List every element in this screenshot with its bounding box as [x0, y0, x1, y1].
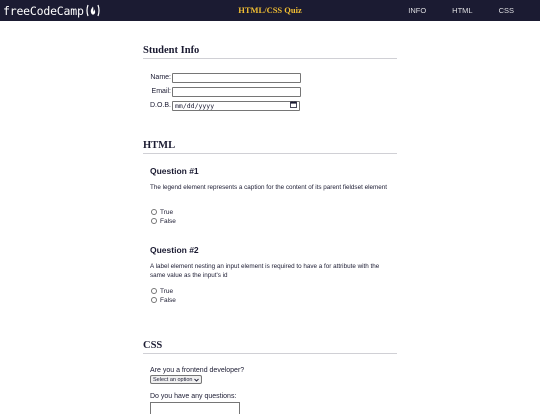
frontend-label: Are you a frontend developer? [150, 367, 245, 374]
questions-label: Do you have any questions: [150, 393, 237, 400]
nav-links [400, 0, 522, 21]
html-section [143, 140, 397, 304]
nav-link-html[interactable]: HTML [452, 6, 473, 15]
calendar-icon[interactable] [290, 101, 297, 110]
navbar [0, 0, 540, 21]
question-2-title: Question #2 [150, 245, 199, 255]
question-1-option-false[interactable] [151, 217, 176, 225]
chevron-down-icon [194, 378, 199, 382]
dob-label: D.O.B. [149, 102, 171, 109]
fcc-logo[interactable] [3, 1, 101, 20]
dob-input[interactable] [172, 101, 300, 111]
option-label: False [160, 296, 176, 304]
email-row [143, 86, 301, 97]
css-section [143, 340, 397, 400]
flame-icon [85, 4, 101, 17]
questions-textarea[interactable] [150, 402, 240, 414]
name-row [143, 72, 301, 83]
logo-text: freeCodeCamp [3, 3, 84, 18]
radio-circle[interactable] [151, 209, 157, 215]
radio-circle[interactable] [151, 297, 157, 303]
nav-link-info[interactable]: INFO [408, 6, 427, 15]
option-label: True [160, 287, 174, 295]
html-heading: HTML [143, 140, 397, 154]
option-label: False [160, 217, 176, 225]
student-info-section [143, 45, 397, 110]
question-2-option-true[interactable] [151, 287, 173, 295]
dob-placeholder: mm/dd/yyyy [175, 101, 215, 110]
page-title: HTML/CSS Quiz [238, 5, 302, 15]
question-2-text: A label element nesting an input element is required to have a for attribute with the same value as the input's id [150, 263, 380, 279]
question-1-title: Question #1 [150, 166, 199, 176]
email-label: Email: [151, 88, 171, 95]
frontend-select[interactable] [150, 375, 202, 384]
name-input[interactable] [172, 73, 301, 83]
css-heading: CSS [143, 340, 397, 354]
student-info-heading: Student Info [143, 45, 397, 59]
radio-circle[interactable] [151, 218, 157, 224]
name-label: Name: [150, 74, 171, 81]
question-1-text: The legend element represents a caption for the content of its parent fieldset element [150, 184, 387, 191]
email-input[interactable] [172, 87, 301, 97]
frontend-select-value: Select an option [153, 376, 193, 383]
radio-circle[interactable] [151, 288, 157, 294]
question-1-option-true[interactable] [151, 208, 173, 216]
question-2-option-false[interactable] [151, 296, 176, 304]
dob-row [143, 100, 300, 111]
nav-link-css[interactable]: CSS [498, 6, 514, 15]
option-label: True [160, 208, 174, 216]
